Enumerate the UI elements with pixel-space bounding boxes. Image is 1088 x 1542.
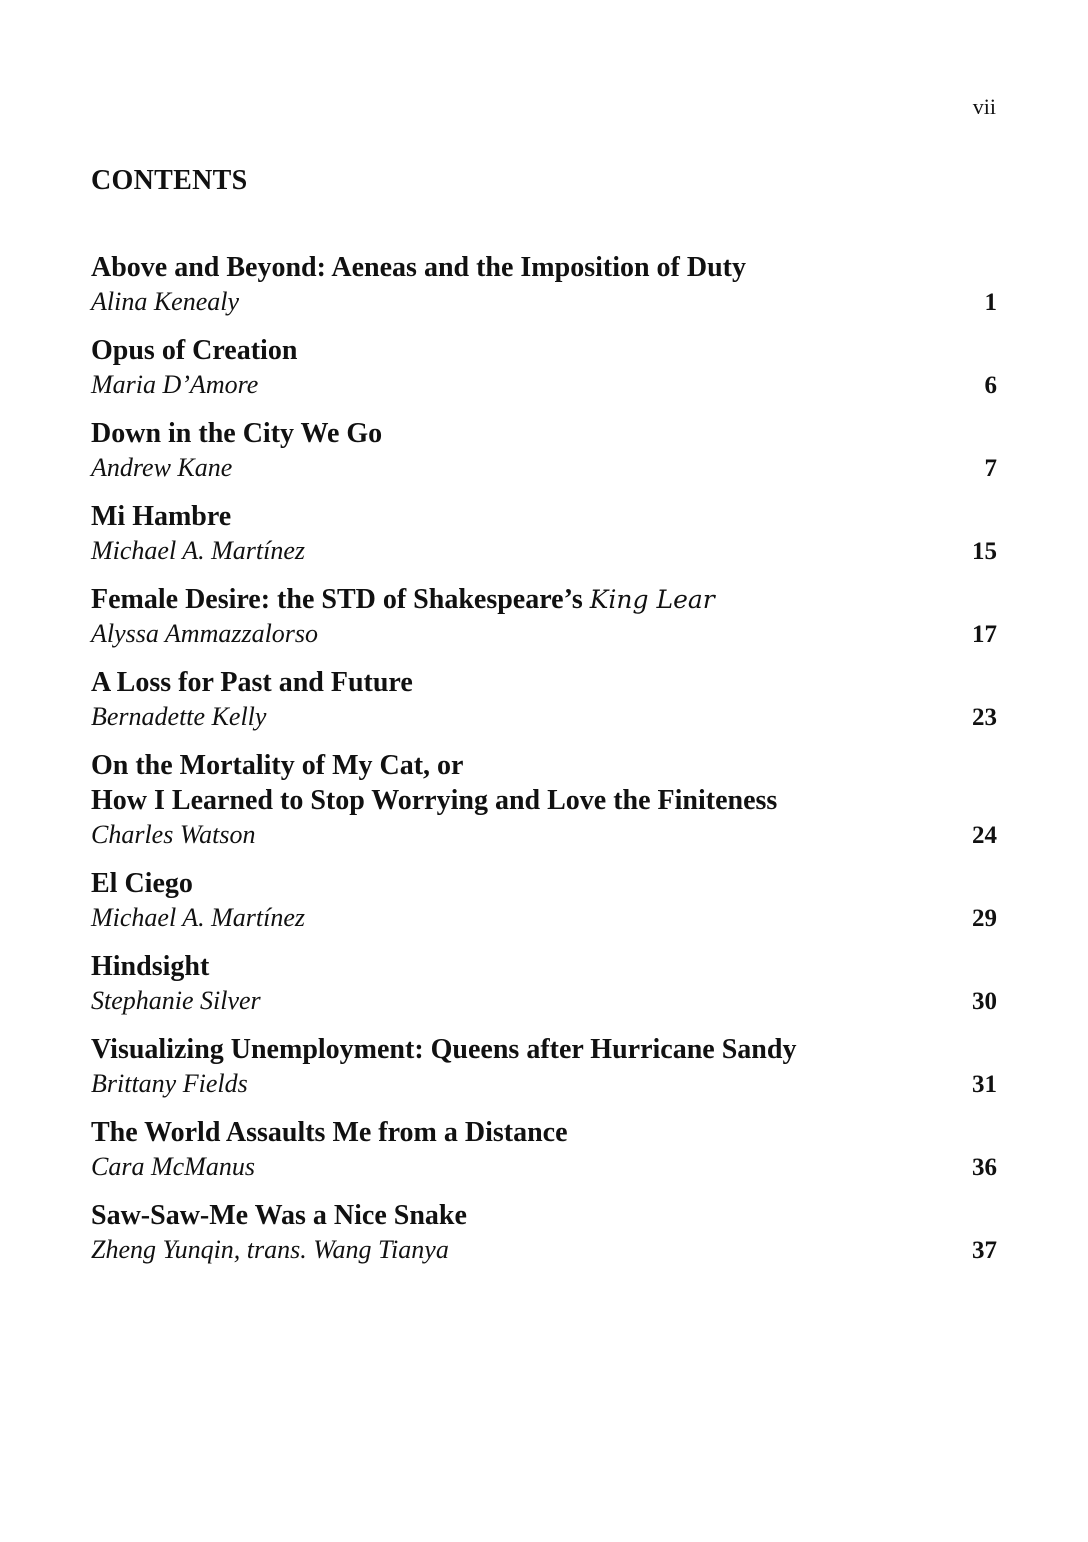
- entry-title: A Loss for Past and Future: [91, 667, 413, 698]
- toc-entry[interactable]: [91, 582, 997, 651]
- entry-page-number: 1: [984, 289, 997, 316]
- entry-page-number: 36: [972, 1154, 997, 1181]
- entry-title-line2: How I Learned to Stop Worrying and Love the Finiteness: [91, 785, 778, 816]
- entry-page-number: 23: [972, 704, 997, 731]
- entry-author-row: [91, 1150, 997, 1184]
- entry-page-number: 37: [972, 1237, 997, 1264]
- toc-entry[interactable]: [91, 949, 997, 1018]
- entry-author-row: [91, 617, 997, 651]
- entry-page-number: 31: [972, 1071, 997, 1098]
- entry-author-row: [91, 1233, 997, 1267]
- toc-entry[interactable]: [91, 416, 997, 485]
- entry-page-number: 6: [984, 372, 997, 399]
- entry-author-row: [91, 534, 997, 568]
- entry-author: Alina Kenealy: [91, 287, 240, 316]
- entry-page-number: 7: [984, 455, 997, 482]
- entry-author: Stephanie Silver: [91, 986, 261, 1015]
- toc-entry[interactable]: [91, 866, 997, 935]
- entry-author: Cara McManus: [91, 1152, 255, 1181]
- entry-title: El Ciego: [91, 868, 193, 899]
- entry-author-row: [91, 818, 997, 852]
- entry-author-row: [91, 901, 997, 935]
- entry-title-italic: King Lear: [589, 585, 715, 614]
- entry-author: Zheng Yunqin, trans. Wang Tianya: [91, 1235, 449, 1264]
- entry-title: The World Assaults Me from a Distance: [91, 1117, 568, 1148]
- entry-author-row: [91, 1067, 997, 1101]
- entry-author-row: [91, 285, 997, 319]
- entry-page-number: 30: [972, 988, 997, 1015]
- toc-entry[interactable]: [91, 748, 997, 852]
- entry-page-number: 17: [972, 621, 997, 648]
- entry-author-row: [91, 451, 997, 485]
- entry-author-row: [91, 700, 997, 734]
- entry-title: On the Mortality of My Cat, or: [91, 750, 464, 781]
- entry-title: Saw-Saw-Me Was a Nice Snake: [91, 1200, 467, 1231]
- entry-author: Maria D’Amore: [91, 370, 259, 399]
- toc-entry[interactable]: [91, 665, 997, 734]
- entry-author: Michael A. Martínez: [91, 536, 305, 565]
- entry-page-number: 24: [972, 822, 997, 849]
- toc-entry[interactable]: [91, 1115, 997, 1184]
- entry-title: Visualizing Unemployment: Queens after Hurricane Sandy: [91, 1034, 797, 1065]
- page-number: vii: [972, 94, 996, 119]
- entry-author: Brittany Fields: [91, 1069, 248, 1098]
- toc-entry[interactable]: [91, 1032, 997, 1101]
- contents-heading: CONTENTS: [91, 165, 248, 196]
- entry-title-text: Female Desire: the STD of Shakespeare’s: [91, 584, 590, 615]
- entry-author: Charles Watson: [91, 820, 256, 849]
- entry-author: Michael A. Martínez: [91, 903, 305, 932]
- entry-author: Alyssa Ammazzalorso: [91, 619, 319, 648]
- entry-title: Hindsight: [91, 951, 210, 982]
- entry-author-row: [91, 984, 997, 1018]
- toc-entry[interactable]: [91, 1198, 997, 1267]
- entry-page-number: 15: [972, 538, 997, 565]
- entry-author: Bernadette Kelly: [91, 702, 267, 731]
- entry-title: Above and Beyond: Aeneas and the Imposition of Duty: [91, 252, 746, 283]
- entry-page-number: 29: [972, 905, 997, 932]
- entry-title: [91, 582, 997, 617]
- toc-entry[interactable]: [91, 250, 997, 319]
- toc-entry[interactable]: [91, 499, 997, 568]
- toc-entry[interactable]: [91, 333, 997, 402]
- entry-title: Opus of Creation: [91, 335, 298, 366]
- entry-title: Mi Hambre: [91, 501, 232, 532]
- table-of-contents: [91, 250, 997, 1281]
- entry-title: Down in the City We Go: [91, 418, 383, 449]
- entry-author: Andrew Kane: [91, 453, 233, 482]
- entry-author-row: [91, 368, 997, 402]
